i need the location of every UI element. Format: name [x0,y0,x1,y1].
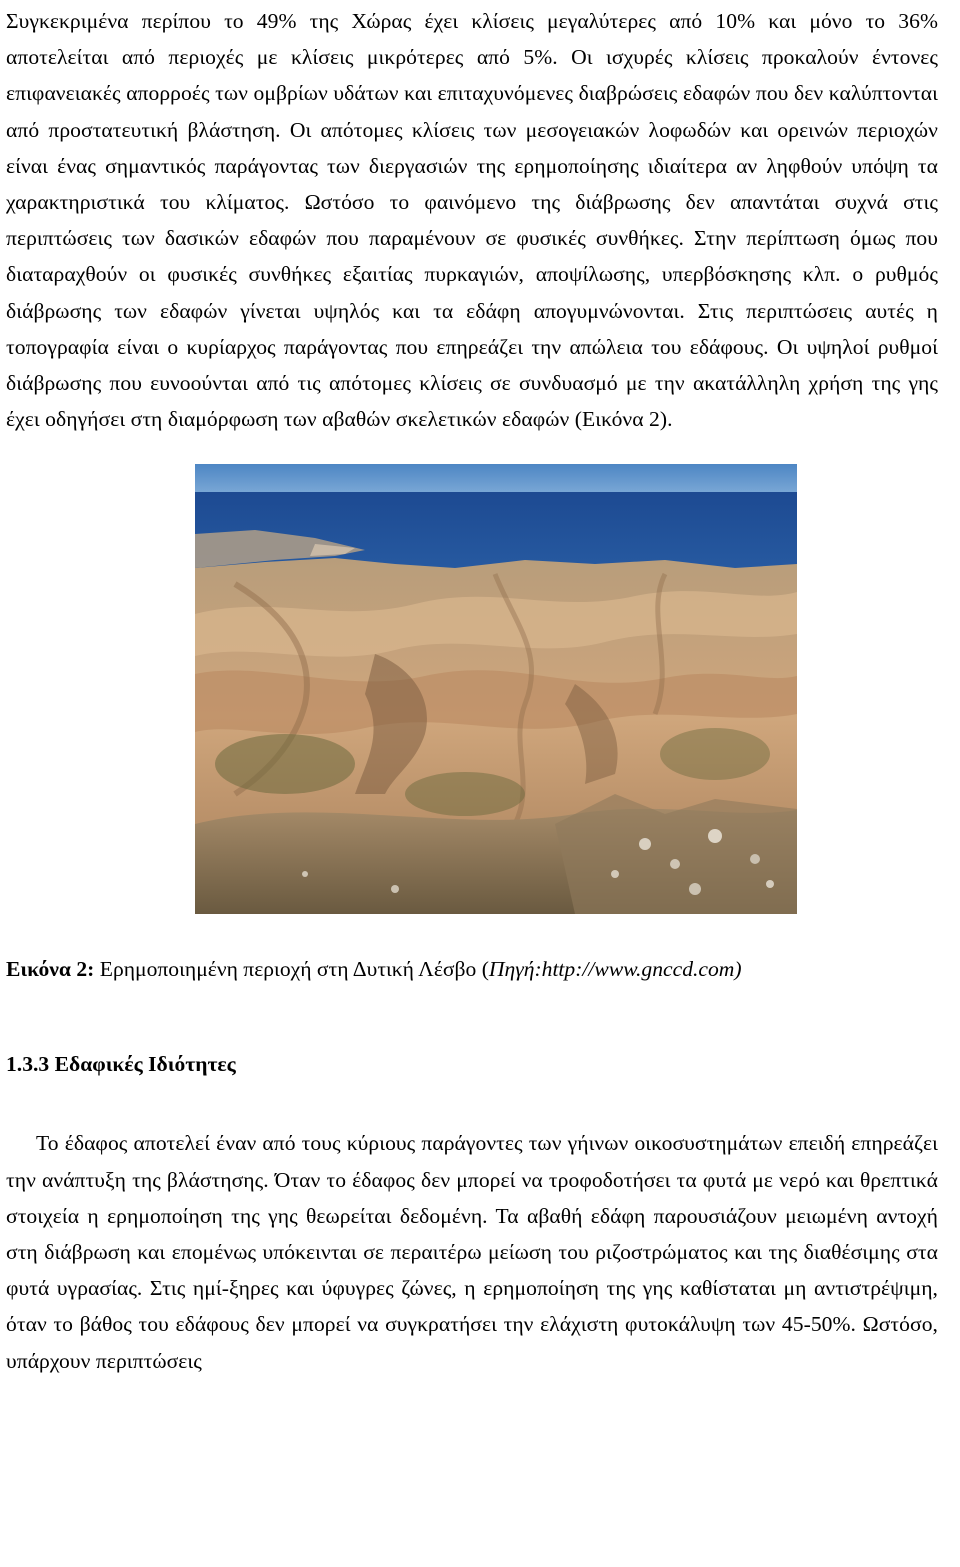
document-page [6,0,938,1379]
figure-caption-label: Εικόνα 2: [6,957,95,982]
figure-caption-source: Πηγή:http://www.gnccd.com) [488,957,742,982]
figure-caption-text: Ερημοποιημένη περιοχή στη Δυτική Λέσβο ( [94,957,489,982]
section-heading: 1.3.3 Εδαφικές Ιδιότητες [6,1052,236,1077]
body-paragraph-soil-properties: Το έδαφος αποτελεί έναν από τους κύριους παράγοντες των γήινων οικοσυστημάτων επειδή επηρεάζει την ανάπτυξη της βλάστησης. Όταν το έδαφος δεν μπορεί να τροφοδοτήσει τα φυτά με νερό και θρεπτικά στοιχεία η ερημοποίηση της γης θεωρείται δεδομένη. Τα αβαθή εδάφη παρουσιάζουν μειωμένη αντοχή στη διάβρωση και επομένως υπόκεινται σε περαιτέρω μείωση του ριζοστρώματος και της διαθέσιμης στα φυτά υγρασίας. Στις ημί-ξηρες και ύφυγρες ζώνες, η ερημοποίηση της γης καθίσταται μη αντιστρέψιμη, όταν το βάθος του εδάφους δεν μπορεί να συγκρατήσει την ελάχιστη φυτοκάλυψη των 45-50%. Ωστόσο, υπάρχουν περιπτώσεις [6,1131,938,1373]
figure-caption [6,955,938,983]
body-paragraph-slope-erosion: Συγκεκριμένα περίπου το 49% της Χώρας έχει κλίσεις μεγαλύτερες από 10% και μόνο το 36% αποτελείται από περιοχές με κλίσεις μικρότερες από 5%. Οι ισχυρές κλίσεις προκαλούν έντονες επιφανειακές απορροές των ομβρίων υδάτων και επιταχυνόμενες διαβρώσεις εδαφών που δεν καλύπτονται από προστατευτική βλάστηση. Οι απότομες κλίσεις των μεσογειακών λοφωδών και ορεινών περιοχών είναι ένας σημαντικός παράγοντας των διεργασιών της ερημοποίησης ιδιαίτερα αν ληφθούν υπόψη τα χαρακτηριστικά του κλίματος. Ωστόσο το φαινόμενο της διάβρωσης δεν απαντάται συχνά στις περιπτώσεις των δασικών εδαφών που παραμένουν σε φυσικές συνθήκες. Στην περίπτωση όμως που διαταραχθούν οι φυσικές συνθήκες εξαιτίας πυρκαγιών, αποψίλωσης, υπερβόσκησης κλπ. ο ρυθμός διάβρωσης των εδαφών γίνεται υψηλός και τα εδάφη απογυμνώνονται. Στις περιπτώσεις αυτές η τοπογραφία είναι ο κυρίαρχος παράγοντας που επηρεάζει την απώλεια του εδάφους. Οι υψηλοί ρυθμοί διάβρωσης που ευνοούνται από τις απότομες κλίσεις σε συνδυασμό με την ακατάλληλη χρήση της γης έχει οδηγήσει στη διαμόρφωση των αβαθών σκελετικών εδαφών (Εικόνα 2). [6,9,938,432]
desertified-landscape-photo [195,464,797,914]
